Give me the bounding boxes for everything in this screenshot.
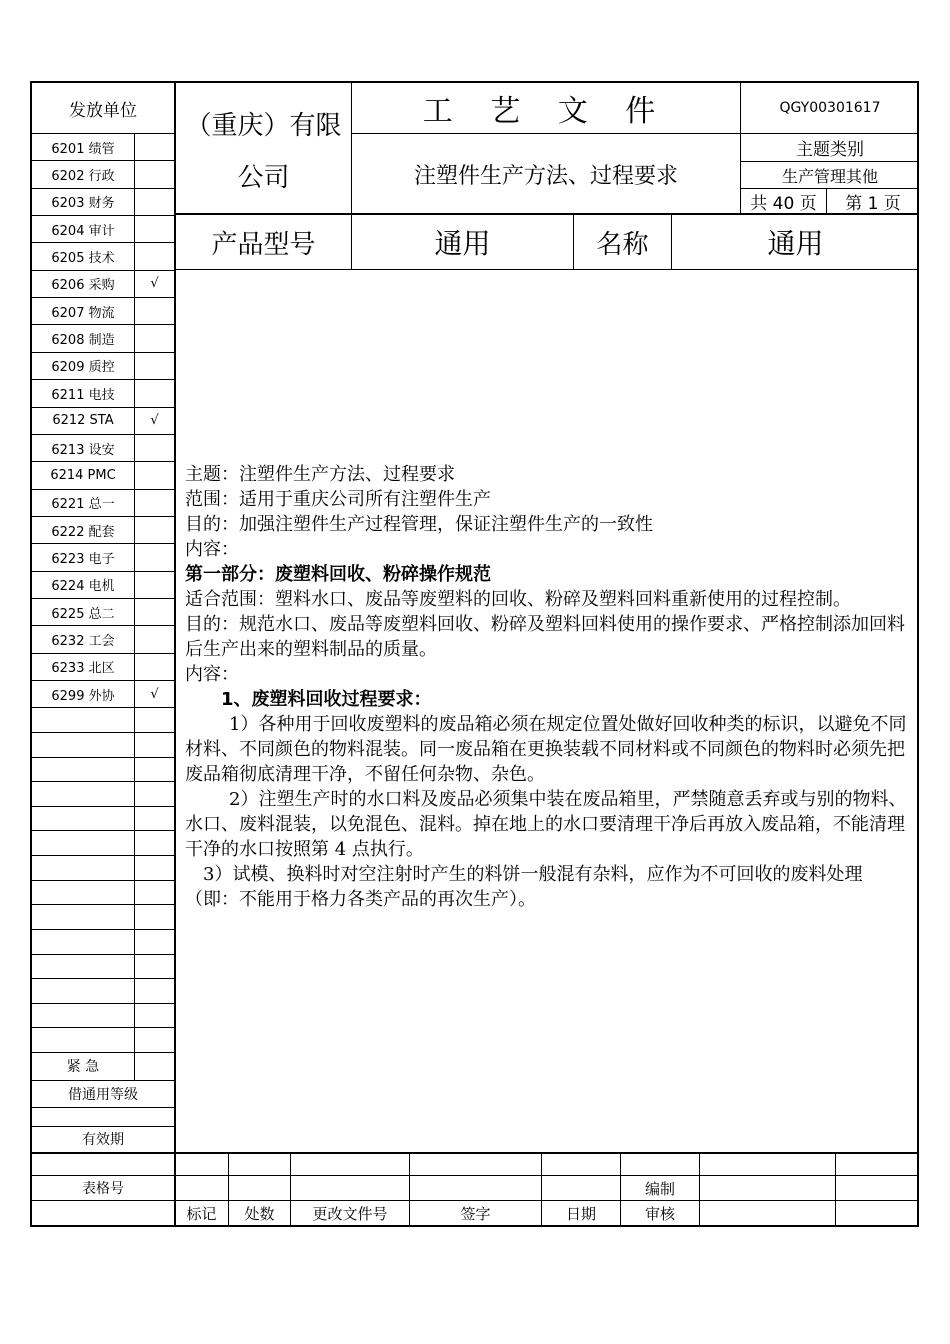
department-name: 6299 外协: [51, 688, 115, 704]
product-bottom-rule: [174, 269, 919, 270]
subject-category-value: 生产管理其他: [781, 166, 878, 186]
department-name: 6201 绩管: [51, 141, 115, 157]
department-distribution-mark: √: [150, 276, 159, 292]
topic-line: 主题：注塑件生产方法、过程要求: [185, 464, 455, 485]
department-name: 6233 北区: [51, 661, 115, 677]
empty-row-rule: [32, 1027, 174, 1028]
empty-row-rule: [32, 978, 174, 979]
department-distribution-mark: [135, 544, 174, 570]
item-2: 2）注塑生产时的水口料及废品必须集中装在废品箱里，严禁随意丢弃或与别的物料、水口、废料混装，以免混色、混料。掉在地上的水口要清理干净后再放入废品箱，不能清理干净的水口按照第 4 点执行。: [185, 789, 907, 860]
department-name: 6206 采购: [51, 278, 115, 294]
product-model-label: 产品型号: [211, 229, 316, 260]
department-distribution-mark: [135, 298, 174, 324]
borrow-level-label: 借通用等级: [68, 1086, 138, 1103]
department-distribution-mark: [135, 161, 174, 187]
department-name: 6232 工会: [51, 633, 115, 649]
issuing-unit-label: 发放单位: [69, 100, 137, 121]
date-header: 日期: [565, 1205, 596, 1223]
department-distribution-mark: [135, 490, 174, 516]
empty-row-rule: [32, 1003, 174, 1004]
part1-scope: 适合范围：塑料水口、废品等废塑料的回收、粉碎及塑料回料重新使用的过程控制。: [185, 589, 851, 610]
purpose-line: 目的：加强注塑件生产过程管理，保证注塑件生产的一致性: [185, 514, 653, 535]
empty-row-rule: [32, 781, 174, 782]
change-doc-no-header: 更改文件号: [312, 1205, 388, 1223]
footer-col-divider: [835, 1152, 836, 1227]
doc-number: QGY00301617: [779, 100, 881, 116]
part1-purpose: 目的：规范水口、废品等废塑料回收、粉碎及塑料回料使用的操作要求、严格控制添加回料后生产出来的塑料制品的质量。: [185, 614, 905, 660]
empty-row-rule: [32, 806, 174, 807]
department-name: 6209 质控: [51, 360, 115, 376]
department-distribution-mark: [135, 626, 174, 652]
department-distribution-mark: [135, 216, 174, 242]
reviewed-label: 审核: [644, 1205, 675, 1223]
empty-row-rule: [32, 929, 174, 930]
department-distribution-mark: [135, 599, 174, 625]
company-name-line2: 公司: [237, 162, 290, 193]
form-no-label: 表格号: [82, 1181, 124, 1197]
content-label: 内容：: [185, 539, 239, 560]
department-distribution-mark: [135, 462, 174, 488]
department-name: 6225 总二: [51, 606, 115, 622]
empty-row-rule: [32, 830, 174, 831]
department-name: 6214 PMC: [50, 467, 116, 483]
department-distribution-mark: √: [150, 686, 159, 702]
department-name: 6223 电子: [51, 551, 115, 567]
product-name-value: 通用: [767, 227, 824, 260]
department-name: 6221 总一: [51, 497, 115, 513]
empty-row-rule: [32, 757, 174, 758]
scope-line: 范围：适用于重庆公司所有注塑件生产: [185, 489, 491, 510]
department-name: 6204 审计: [51, 223, 115, 239]
document-body: [185, 462, 912, 912]
revision-mark-header: 标记: [186, 1205, 217, 1223]
department-name: 6212 STA: [52, 413, 114, 429]
signature-header: 签字: [460, 1205, 491, 1223]
department-name: 6211 电技: [51, 387, 115, 403]
department-distribution-mark: [135, 243, 174, 269]
doc-title: 工 艺 文 件: [422, 94, 670, 129]
department-distribution-mark: [135, 517, 174, 543]
department-name: 6205 技术: [51, 251, 115, 267]
department-name: 6224 电机: [51, 579, 115, 595]
section1-title: 1、废塑料回收过程要求：: [221, 689, 432, 710]
department-distribution-mark: [135, 134, 174, 160]
part1-title: 第一部分：废塑料回收、粉碎操作规范: [185, 564, 491, 585]
company-name-line1: （重庆）有限: [185, 110, 342, 141]
product-name-label: 名称: [596, 229, 649, 260]
department-name: 6203 财务: [51, 196, 115, 212]
current-page: 第 1 页: [845, 194, 901, 214]
urgent-label: 紧 急: [66, 1059, 100, 1075]
empty-row-rule: [32, 707, 174, 708]
validity-label: 有效期: [82, 1132, 124, 1148]
department-distribution-mark: [135, 572, 174, 598]
footer-col-divider: [699, 1152, 700, 1227]
empty-row-rule: [32, 880, 174, 881]
subject-category-label: 主题类别: [796, 140, 864, 160]
empty-row-rule: [32, 732, 174, 733]
department-name: 6222 配套: [51, 524, 115, 540]
sidebar-rule: [32, 1107, 174, 1108]
footer-top-rule: [32, 1152, 919, 1154]
department-name: 6202 行政: [51, 169, 115, 185]
department-distribution-mark: [135, 325, 174, 351]
empty-row-rule: [32, 904, 174, 905]
doc-subject: 注塑件生产方法、过程要求: [413, 163, 678, 189]
item-3: 3）试模、换料时对空注射时产生的料饼一般混有杂料，应作为不可回收的废料处理（即：不能用于格力各类产品的再次生产）。: [185, 864, 863, 910]
department-distribution-mark: √: [150, 413, 159, 429]
department-name: 6213 设安: [51, 442, 115, 458]
part1-content-label: 内容：: [185, 664, 239, 685]
empty-row-rule: [32, 954, 174, 955]
department-distribution-mark: [135, 435, 174, 461]
prepared-label: 编制: [644, 1179, 675, 1198]
department-distribution-mark: [135, 380, 174, 406]
revision-count-header: 处数: [244, 1205, 275, 1223]
item-1: 1）各种用于回收废塑料的废品箱必须在规定位置处做好回收种类的标识，以避免不同材料、不同颜色的物料混装。同一废品箱在更换装载不同材料或不同颜色的物料时必须先把废品箱彻底清理干净，不留任何杂物、杂色。: [185, 714, 907, 785]
department-name: 6208 制造: [51, 333, 115, 349]
product-model-value: 通用: [434, 227, 491, 260]
department-name: 6207 物流: [51, 305, 115, 321]
department-distribution-mark: [135, 189, 174, 215]
total-pages: 共 40 页: [750, 194, 817, 214]
empty-row-rule: [32, 855, 174, 856]
department-distribution-mark: [135, 654, 174, 680]
department-distribution-mark: [135, 353, 174, 379]
